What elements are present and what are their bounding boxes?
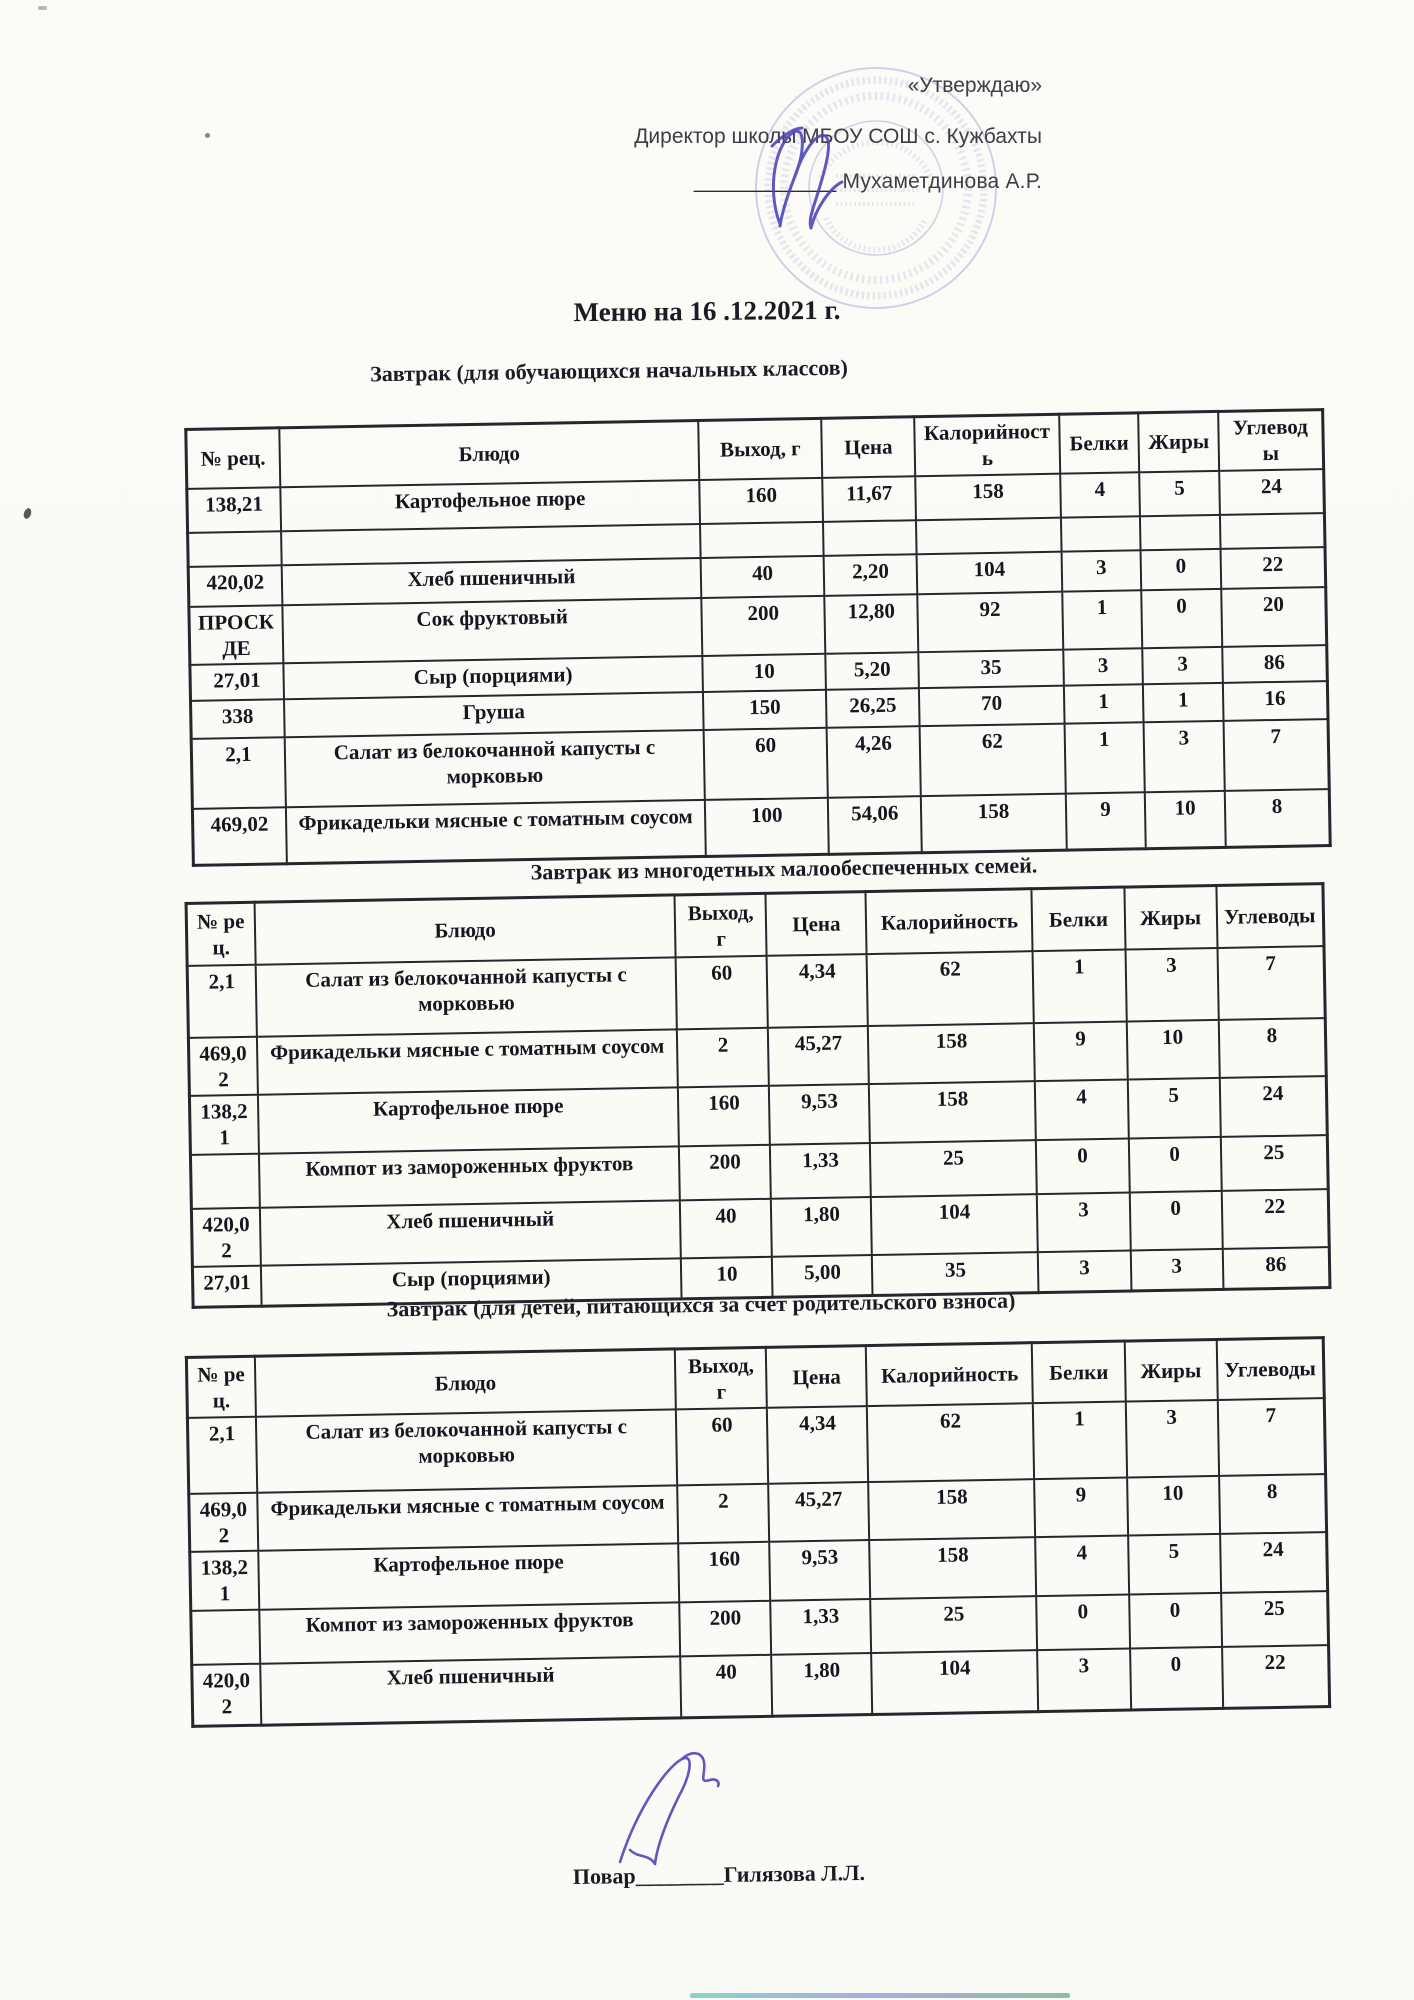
scan-artifact-dot xyxy=(38,6,47,10)
table-cell: 2,1 xyxy=(191,737,285,809)
scan-edge-strip xyxy=(690,1993,1070,1998)
table-cell: Фрикадельки мясные с томатным соусом xyxy=(286,800,706,863)
table-cell: 10 xyxy=(1145,791,1226,848)
table-cell: 4,26 xyxy=(827,726,921,798)
table-cell: 158 xyxy=(869,1479,1036,1540)
table-cell: 1 xyxy=(1033,1401,1126,1479)
table-cell: 22 xyxy=(1222,1645,1330,1709)
table-cell: 104 xyxy=(872,1650,1039,1715)
table-caption-primary-classes: Завтрак (для обучающихся начальных классов) xyxy=(369,354,849,387)
table-cell: 35 xyxy=(872,1252,1039,1295)
table-cell: 2 xyxy=(678,1483,770,1543)
table-cell: 60 xyxy=(676,1407,768,1485)
table-cell: 16 xyxy=(1223,681,1328,721)
table-cell: Хлеб пшеничный xyxy=(260,1656,682,1725)
table-cell xyxy=(916,517,1061,554)
table-cell: 420,02 xyxy=(192,1663,261,1726)
column-header: Выход, г xyxy=(675,893,767,957)
table-cell: 60 xyxy=(704,728,828,800)
table-cell: 3 xyxy=(1143,647,1223,684)
table-cell: 2 xyxy=(677,1027,769,1087)
table-cell: Салат из белокочанной капусты с морковью xyxy=(284,730,705,807)
table-cell: Компот из замороженных фруктов xyxy=(259,1602,681,1663)
cook-label: Повар xyxy=(572,1863,636,1890)
table-cell: 22 xyxy=(1220,547,1325,589)
table-cell: Фрикадельки мясные с томатным соусом xyxy=(257,1485,679,1551)
table-cell: 24 xyxy=(1219,1076,1327,1136)
table-cell: 3 xyxy=(1038,1251,1131,1293)
table-cell: 100 xyxy=(705,798,829,856)
signature-blank: ____________ xyxy=(693,170,837,193)
table-cell xyxy=(190,1153,259,1208)
table-cell: 9 xyxy=(1035,1477,1128,1537)
column-header: Жиры xyxy=(1138,411,1219,471)
table-cell: 0 xyxy=(1141,588,1222,648)
table-cell xyxy=(188,531,282,567)
table-cell: 1 xyxy=(1033,949,1126,1023)
table-cell: 45,27 xyxy=(768,1026,869,1086)
table-cell: 3 xyxy=(1125,1399,1218,1477)
table-cell: 8 xyxy=(1225,789,1331,847)
table-cell: 8 xyxy=(1218,1018,1326,1078)
column-header: Углеводы xyxy=(1218,410,1324,471)
director-title: Директор школы МБОУ СОШ с. Кужбахты xyxy=(634,125,1042,148)
table-cell: 5 xyxy=(1128,1534,1221,1594)
column-header: Белки xyxy=(1059,413,1140,473)
table-cell: Груша xyxy=(284,692,704,737)
table-cell: 26,25 xyxy=(826,688,920,728)
table-cell: Картофельное пюре xyxy=(258,1087,680,1153)
table-cell: 24 xyxy=(1219,469,1324,515)
table-cell: 92 xyxy=(918,591,1063,652)
table-cell: Сыр (порциями) xyxy=(261,1258,682,1305)
table-cell: 138,21 xyxy=(189,1095,258,1155)
table-cell: 160 xyxy=(679,1542,771,1602)
column-header: Углеводы xyxy=(1216,884,1324,948)
column-header: Блюдо xyxy=(279,421,700,487)
table-cell: 160 xyxy=(700,477,824,523)
table-cell: 70 xyxy=(919,686,1064,727)
column-header: Блюдо xyxy=(254,895,676,964)
table-cell: 9 xyxy=(1065,792,1146,849)
table-cell: Салат из белокочанной капусты с морковью xyxy=(255,957,677,1036)
menu-table-parent-paid xyxy=(185,1336,1331,1728)
cook-signature xyxy=(598,1744,738,1879)
table-cell: 25 xyxy=(1220,1135,1328,1191)
column-header: № рец. xyxy=(186,1356,255,1417)
column-header: Выход, г xyxy=(675,1347,767,1409)
table-cell: 40 xyxy=(680,1198,772,1258)
table-cell: 10 xyxy=(1126,1019,1219,1079)
table-cell: 104 xyxy=(871,1194,1038,1255)
column-header: Цена xyxy=(766,892,867,956)
column-header: Калорийность xyxy=(866,1343,1033,1406)
table-cell: Картофельное пюре xyxy=(280,479,700,530)
table-cell: 420,02 xyxy=(188,565,282,607)
table-cell: 7 xyxy=(1223,719,1329,791)
table-cell: 0 xyxy=(1129,1190,1222,1250)
table-cell: 158 xyxy=(870,1537,1037,1598)
table-cell: 469,02 xyxy=(192,807,286,865)
table-cell: 0 xyxy=(1129,1592,1222,1648)
table-cell xyxy=(191,1609,260,1664)
table-caption-low-income-families: Завтрак из многодетных малообеспеченных семей. xyxy=(530,852,1038,885)
table-cell: 5,00 xyxy=(772,1255,873,1297)
table-cell: Хлеб пшеничный xyxy=(260,1200,682,1266)
table-cell: 86 xyxy=(1222,645,1327,683)
table-cell: 150 xyxy=(703,690,826,730)
table-cell: 1 xyxy=(1062,590,1143,650)
table-cell: 0 xyxy=(1141,548,1221,589)
table-cell: 158 xyxy=(916,473,1061,520)
table-cell: 4,34 xyxy=(767,954,868,1028)
menu-table-low-income-families xyxy=(185,882,1332,1308)
table-cell: Сыр (порциями) xyxy=(283,656,703,699)
table-cell: 12,80 xyxy=(824,594,918,654)
table-cell: Хлеб пшеничный xyxy=(281,557,701,604)
table-cell: 22 xyxy=(1221,1189,1329,1249)
scan-artifact-dot xyxy=(205,133,210,138)
table-cell: 11,67 xyxy=(822,476,916,522)
table-cell: 62 xyxy=(867,1403,1034,1482)
cook-signature-blank: ________ xyxy=(635,1861,724,1889)
table-cell: 27,01 xyxy=(190,663,284,701)
table-cell: 9,53 xyxy=(769,1084,870,1144)
table-cell xyxy=(1140,514,1220,549)
table-cell: 4 xyxy=(1035,1080,1128,1140)
table-cell: 45,27 xyxy=(769,1482,870,1542)
table-cell: 3 xyxy=(1061,550,1141,591)
column-header: Цена xyxy=(766,1346,867,1408)
table-cell: 138,21 xyxy=(190,1551,259,1611)
menu-table-primary-classes xyxy=(184,408,1331,866)
table-cell: 10 xyxy=(703,654,826,692)
table-cell: 1 xyxy=(1064,722,1145,793)
director-name: Мухаметдинова А.Р. xyxy=(842,170,1042,193)
table-cell xyxy=(823,520,917,556)
table-cell: 3 xyxy=(1125,947,1218,1021)
column-header: Калорийность xyxy=(866,889,1033,954)
table-cell: 2,1 xyxy=(187,964,256,1037)
table-caption-parent-paid: Завтрак (для детей, питающихся за счет родительского взноса) xyxy=(386,1287,1016,1322)
table-cell: 1 xyxy=(1143,683,1223,722)
table-cell: 0 xyxy=(1037,1594,1130,1650)
table-cell: 40 xyxy=(701,555,824,597)
table-cell: 7 xyxy=(1217,946,1325,1020)
table-cell: ПРОСКДЕ xyxy=(189,605,283,665)
table-cell xyxy=(1220,513,1325,549)
table-cell xyxy=(1061,516,1141,551)
table-cell: 2,1 xyxy=(187,1416,257,1493)
table-cell: 469,02 xyxy=(189,1492,258,1552)
cook-name: Гилязова Л.Л. xyxy=(723,1859,866,1887)
table-cell: 160 xyxy=(678,1086,770,1146)
table-cell: Компот из замороженных фруктов xyxy=(259,1146,681,1207)
table-cell: 25 xyxy=(1221,1591,1329,1647)
director-signature xyxy=(742,116,892,246)
table-cell: 1,33 xyxy=(771,1599,872,1655)
table-cell: 3 xyxy=(1063,648,1143,685)
table-cell: 54,06 xyxy=(828,796,922,854)
column-header: № рец. xyxy=(186,902,255,965)
table-cell: 3 xyxy=(1130,1249,1223,1291)
table-cell: 469,02 xyxy=(188,1036,257,1096)
table-cell: 4 xyxy=(1060,472,1140,517)
table-cell: 27,01 xyxy=(192,1266,261,1307)
table-cell: 5 xyxy=(1127,1078,1220,1138)
table-cell: 35 xyxy=(919,650,1064,689)
table-cell: 158 xyxy=(869,1081,1036,1142)
column-header: Белки xyxy=(1032,1341,1125,1403)
table-cell: 1 xyxy=(1064,684,1144,723)
table-cell: 0 xyxy=(1128,1136,1221,1192)
column-header: Калорийность xyxy=(914,414,1059,476)
table-cell: 62 xyxy=(867,951,1034,1026)
table-cell: 7 xyxy=(1217,1398,1325,1476)
table-cell: Сок фруктовый xyxy=(282,597,703,663)
approve-label: «Утверждаю» xyxy=(907,74,1042,97)
table-cell: 9 xyxy=(1034,1021,1127,1081)
table-cell: 24 xyxy=(1220,1532,1328,1592)
table-cell: 0 xyxy=(1130,1646,1223,1710)
table-cell: 0 xyxy=(1036,1138,1129,1194)
table-cell: Салат из белокочанной капусты с морковью xyxy=(256,1409,678,1492)
table-cell: 8 xyxy=(1219,1474,1327,1534)
table-cell: 1,80 xyxy=(771,1653,872,1717)
table-cell: 5 xyxy=(1139,470,1219,515)
table-cell: 20 xyxy=(1221,587,1327,647)
table-cell: 9,53 xyxy=(770,1540,871,1600)
table-cell: 338 xyxy=(191,699,285,739)
table-cell: 25 xyxy=(870,1140,1037,1197)
table-cell: 104 xyxy=(917,551,1062,594)
table-cell: 200 xyxy=(680,1600,772,1656)
table-cell: Фрикадельки мясные с томатным соусом xyxy=(257,1029,679,1095)
table-cell: 4,34 xyxy=(767,1406,868,1484)
table-cell: 5,20 xyxy=(825,652,919,690)
table-cell: 138,21 xyxy=(187,487,281,533)
column-header: Блюдо xyxy=(255,1349,677,1416)
table-cell: 158 xyxy=(921,794,1066,853)
column-header: Жиры xyxy=(1124,1339,1217,1401)
table-cell: 158 xyxy=(868,1023,1035,1084)
table-cell: 420,02 xyxy=(191,1207,260,1267)
table-cell: 200 xyxy=(679,1144,771,1200)
page-title: Меню на 16 .12.2021 г. xyxy=(573,294,841,328)
table-cell: 3 xyxy=(1037,1192,1130,1252)
table-cell: 60 xyxy=(676,955,768,1029)
table-cell: 40 xyxy=(681,1654,773,1718)
scan-artifact-dot xyxy=(22,507,32,520)
table-cell: 2,20 xyxy=(824,554,918,596)
table-cell: 200 xyxy=(702,595,826,656)
column-header: № рец. xyxy=(186,428,280,489)
table-cell: 86 xyxy=(1222,1247,1330,1289)
table-cell: 4 xyxy=(1036,1536,1129,1596)
table-cell: 62 xyxy=(920,724,1066,797)
column-header: Углеводы xyxy=(1216,1338,1324,1400)
table-cell: 3 xyxy=(1144,721,1225,792)
table-cell: Картофельное пюре xyxy=(258,1543,680,1609)
column-header: Белки xyxy=(1032,887,1125,951)
column-header: Жиры xyxy=(1124,885,1217,949)
table-cell: 1,33 xyxy=(770,1143,871,1199)
table-cell: 3 xyxy=(1038,1648,1131,1712)
table-cell: 10 xyxy=(681,1257,773,1299)
table-cell: 25 xyxy=(871,1596,1038,1653)
column-header: Выход, г xyxy=(699,418,823,479)
table-cell xyxy=(700,521,823,557)
column-header: Цена xyxy=(821,417,915,478)
table-cell: 10 xyxy=(1127,1475,1220,1535)
table-cell: 1,80 xyxy=(771,1197,872,1257)
